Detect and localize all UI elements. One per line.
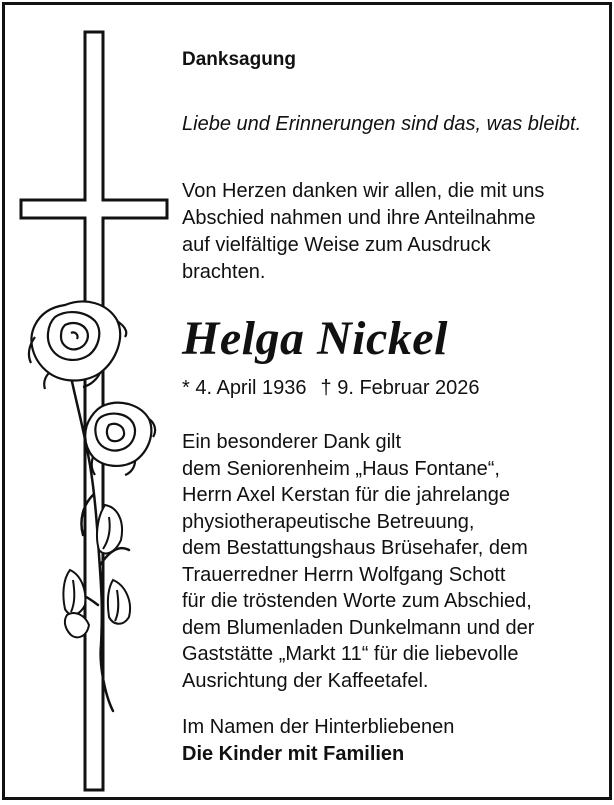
life-dates bbox=[182, 375, 480, 401]
special-thanks-line: Gaststätte „Markt 11“ für die liebevolle bbox=[182, 643, 519, 665]
notice-heading: Danksagung bbox=[182, 49, 297, 70]
thanks-paragraph bbox=[182, 178, 544, 286]
thanks-line: Von Herzen danken wir allen, die mit uns bbox=[182, 180, 545, 202]
notice-frame bbox=[2, 2, 612, 800]
thanks-line: auf vielfältige Weise zum Ausdruck bbox=[182, 234, 491, 256]
special-thanks-paragraph bbox=[182, 429, 534, 694]
death-date: † 9. Februar 2026 bbox=[320, 377, 480, 399]
special-thanks-line: dem Blumenladen Dunkelmann und der bbox=[182, 616, 535, 639]
notice-motto: Liebe und Erinnerungen sind das, was bleibt. bbox=[182, 113, 582, 135]
special-thanks-line: Trauerredner Herrn Wolfgang Schott bbox=[182, 563, 506, 586]
special-thanks-line: Ausrichtung der Kaffeetafel. bbox=[182, 669, 429, 692]
thanks-line: Abschied nahmen und ihre Anteilnahme bbox=[182, 207, 536, 229]
cross-and-roses-artwork bbox=[5, 5, 185, 805]
rose-icon bbox=[29, 301, 126, 389]
special-thanks-line: dem Bestattungshaus Brüsehafer, dem bbox=[182, 537, 528, 559]
thanks-line: brachten. bbox=[182, 261, 266, 283]
special-thanks-line: für die tröstenden Worte zum Abschied, bbox=[182, 590, 532, 612]
special-thanks-line: dem Seniorenheim „Haus Fontane“, bbox=[182, 457, 500, 480]
birth-date: * 4. April 1936 bbox=[182, 377, 307, 399]
cross-icon bbox=[21, 32, 167, 790]
signature-text: Die Kinder mit Familien bbox=[182, 743, 405, 765]
special-thanks-line: Herrn Axel Kerstan für die jahrelange bbox=[182, 484, 510, 506]
signoff-text: Im Namen der Hinterbliebenen bbox=[182, 716, 455, 738]
special-thanks-line: Ein besonderer Dank gilt bbox=[182, 431, 402, 453]
special-thanks-line: physiotherapeutische Betreuung, bbox=[182, 510, 475, 533]
deceased-name: Helga Nickel bbox=[182, 312, 448, 365]
